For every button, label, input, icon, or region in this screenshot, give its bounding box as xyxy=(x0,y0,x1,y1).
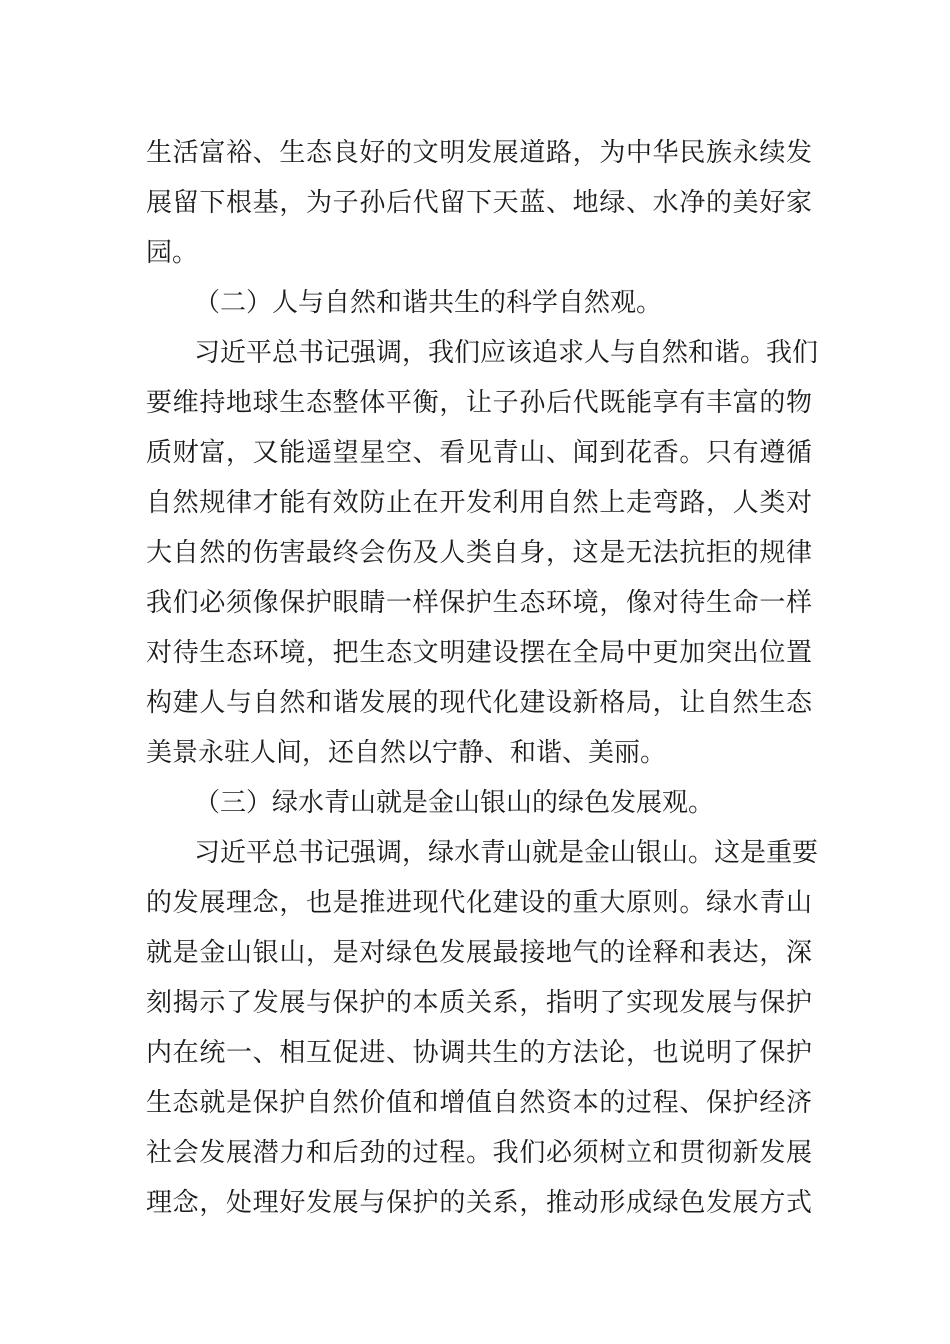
text-line: 内在统一、相互促进、协调共生的方法论，也说明了保护 xyxy=(146,1038,812,1068)
text-line: 自然规律才能有效防止在开发利用自然上走弯路，人类对 xyxy=(146,488,812,518)
document-body xyxy=(146,128,819,1228)
text-line: 习近平总书记强调，我们应该追求人与自然和谐。我们 xyxy=(194,338,819,368)
text-line: 美景永驻人间，还自然以宁静、和谐、美丽。 xyxy=(146,738,667,768)
text-line: 对待生态环境，把生态文明建设摆在全局中更加突出位置 xyxy=(146,638,812,668)
text-line: 就是金山银山，是对绿色发展最接地气的诠释和表达，深 xyxy=(146,938,812,968)
text-line: 习近平总书记强调，绿水青山就是金山银山。这是重要 xyxy=(194,838,819,868)
text-line: 要维持地球生态整体平衡，让子孙后代既能享有丰富的物 xyxy=(146,388,812,418)
section-heading: （二）人与自然和谐共生的科学自然观。 xyxy=(194,288,663,318)
text-line: 的发展理念，也是推进现代化建设的重大原则。绿水青山 xyxy=(146,888,812,918)
section-heading: （三）绿水青山就是金山银山的绿色发展观。 xyxy=(194,788,715,818)
text-line: 生态就是保护自然价值和增值自然资本的过程、保护经济 xyxy=(146,1088,812,1118)
text-line: 生活富裕、生态良好的文明发展道路，为中华民族永续发 xyxy=(146,138,812,168)
text-line: 构建人与自然和谐发展的现代化建设新格局，让自然生态 xyxy=(146,688,812,718)
text-line: 我们必须像保护眼睛一样保护生态环境，像对待生命一样 xyxy=(146,588,812,618)
text-line: 社会发展潜力和后劲的过程。我们必须树立和贯彻新发展 xyxy=(146,1138,812,1168)
text-line: 理念，处理好发展与保护的关系，推动形成绿色发展方式 xyxy=(146,1188,812,1218)
text-line: 质财富，又能遥望星空、看见青山、闻到花香。只有遵循 xyxy=(146,438,812,468)
text-line: 园。 xyxy=(146,238,199,268)
text-line: 刻揭示了发展与保护的本质关系，指明了实现发展与保护 xyxy=(146,988,812,1018)
text-line: 展留下根基，为子孙后代留下天蓝、地绿、水净的美好家 xyxy=(146,188,812,218)
text-line: 大自然的伤害最终会伤及人类自身，这是无法抗拒的规律 xyxy=(146,538,812,568)
